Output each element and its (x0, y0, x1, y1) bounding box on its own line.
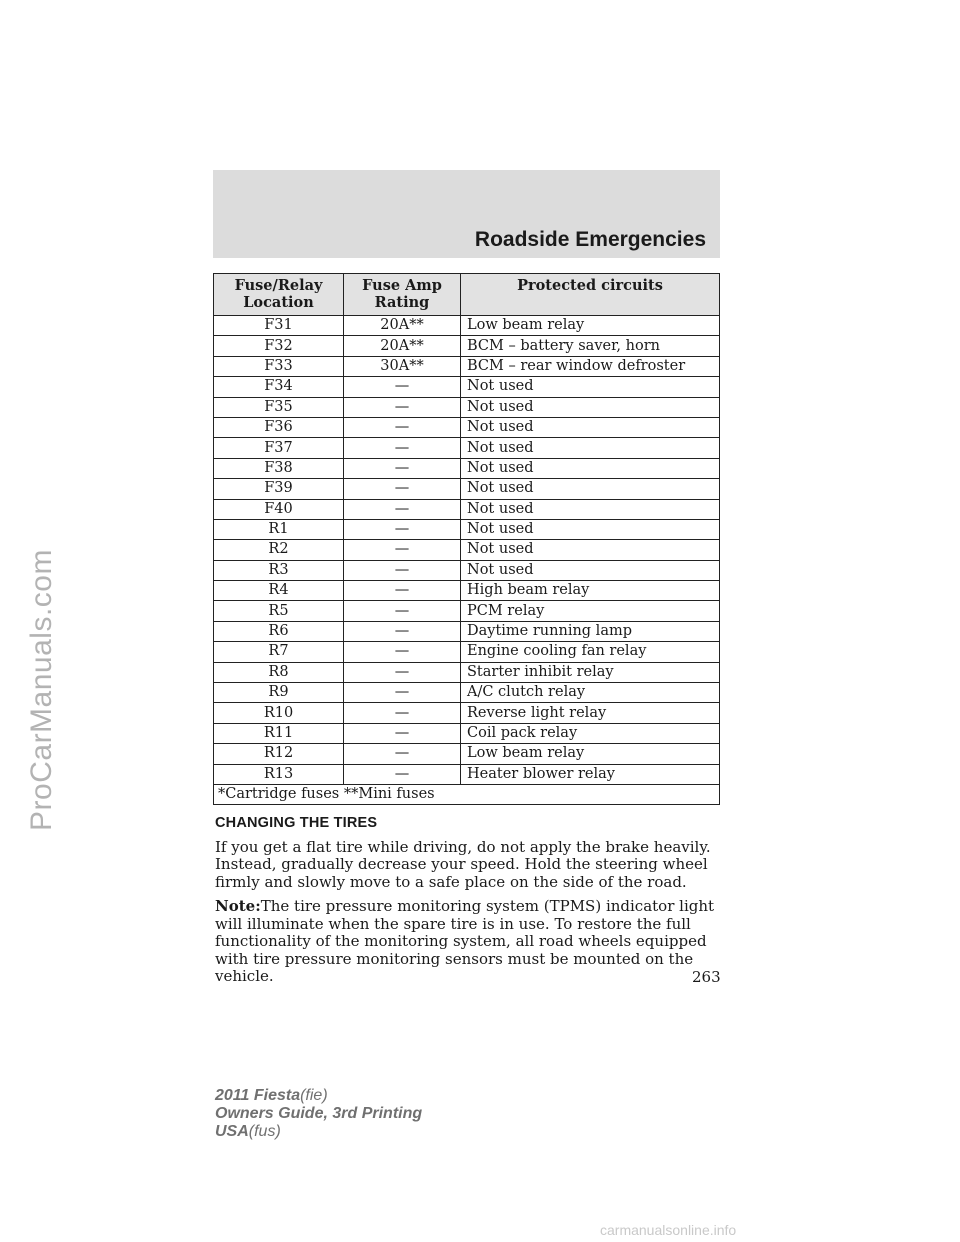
circuit-cell: Starter inhibit relay (461, 662, 720, 682)
amp-rating-cell: — (344, 703, 461, 723)
page-number: 263 (692, 968, 721, 986)
document-footer (215, 1087, 422, 1141)
table-row (214, 519, 720, 539)
footer-market-line (215, 1123, 422, 1141)
location-cell: F36 (214, 417, 344, 437)
circuit-cell: Not used (461, 397, 720, 417)
table-row (214, 417, 720, 437)
location-cell: F31 (214, 316, 344, 336)
table-row (214, 601, 720, 621)
amp-rating-cell: — (344, 621, 461, 641)
location-cell: R4 (214, 581, 344, 601)
circuit-cell: Daytime running lamp (461, 621, 720, 641)
amp-rating-cell: — (344, 519, 461, 539)
amp-rating-cell: — (344, 723, 461, 743)
amp-rating-cell: 30A** (344, 356, 461, 376)
location-cell: F37 (214, 438, 344, 458)
table-footnote: *Cartridge fuses **Mini fuses (214, 784, 720, 804)
table-row (214, 744, 720, 764)
side-watermark (0, 0, 80, 1242)
location-cell: R12 (214, 744, 344, 764)
table-row (214, 683, 720, 703)
location-cell: R7 (214, 642, 344, 662)
circuit-cell: Not used (461, 377, 720, 397)
location-cell: F32 (214, 336, 344, 356)
location-cell: R6 (214, 621, 344, 641)
amp-rating-cell: — (344, 662, 461, 682)
location-cell: R3 (214, 560, 344, 580)
circuit-cell: High beam relay (461, 581, 720, 601)
section-heading: CHANGING THE TIRES (215, 815, 378, 831)
circuit-cell: Coil pack relay (461, 723, 720, 743)
note-label: Note: (215, 897, 261, 915)
location-cell: R5 (214, 601, 344, 621)
table-row (214, 438, 720, 458)
table-row (214, 458, 720, 478)
table-row (214, 703, 720, 723)
location-cell: R1 (214, 519, 344, 539)
table-row (214, 621, 720, 641)
footer-model-line (215, 1087, 422, 1105)
table-row (214, 356, 720, 376)
amp-rating-cell: — (344, 601, 461, 621)
amp-rating-cell: — (344, 764, 461, 784)
table-row (214, 723, 720, 743)
amp-rating-cell: — (344, 438, 461, 458)
location-cell: R2 (214, 540, 344, 560)
circuit-cell: Not used (461, 438, 720, 458)
flat-tire-paragraph: If you get a flat tire while driving, do not apply the brake heavily. Instead, gradually decrease your speed. Hold the steering wheel firmly and slowly move to a safe place on the side of the road. (215, 837, 711, 891)
circuit-cell: Not used (461, 479, 720, 499)
amp-rating-cell: — (344, 642, 461, 662)
amp-rating-cell: — (344, 540, 461, 560)
circuit-cell: A/C clutch relay (461, 683, 720, 703)
amp-rating-cell: — (344, 744, 461, 764)
table-row (214, 499, 720, 519)
circuit-cell: BCM – rear window defroster (461, 356, 720, 376)
table-row (214, 764, 720, 784)
table-header-row (214, 274, 720, 316)
footer-market-code: (fus) (248, 1123, 281, 1140)
circuit-cell: Not used (461, 560, 720, 580)
section-header (213, 170, 720, 258)
bottom-watermark: carmanualsonline.info (600, 1222, 737, 1238)
table-row (214, 336, 720, 356)
amp-rating-cell: — (344, 377, 461, 397)
amp-rating-cell: — (344, 560, 461, 580)
amp-rating-cell: 20A** (344, 336, 461, 356)
circuit-cell: Low beam relay (461, 316, 720, 336)
fuse-table (213, 273, 720, 805)
location-cell: R9 (214, 683, 344, 703)
location-cell: F33 (214, 356, 344, 376)
table-row (214, 560, 720, 580)
table-row (214, 479, 720, 499)
location-cell: F38 (214, 458, 344, 478)
tpms-note (215, 898, 725, 986)
column-header-location: Fuse/Relay Location (214, 274, 344, 316)
circuit-cell: Heater blower relay (461, 764, 720, 784)
column-header-amp-rating: Fuse Amp Rating (344, 274, 461, 316)
table-row (214, 397, 720, 417)
footer-guide: Owners Guide, 3rd Printing (215, 1105, 423, 1122)
amp-rating-cell: — (344, 581, 461, 601)
location-cell: R11 (214, 723, 344, 743)
amp-rating-cell: — (344, 479, 461, 499)
table-row (214, 642, 720, 662)
circuit-cell: Reverse light relay (461, 703, 720, 723)
changing-tires-section (215, 815, 725, 993)
circuit-cell: PCM relay (461, 601, 720, 621)
circuit-cell: Not used (461, 499, 720, 519)
circuit-cell: Engine cooling fan relay (461, 642, 720, 662)
amp-rating-cell: 20A** (344, 316, 461, 336)
location-cell: F35 (214, 397, 344, 417)
location-cell: R8 (214, 662, 344, 682)
amp-rating-cell: — (344, 683, 461, 703)
circuit-cell: BCM – battery saver, horn (461, 336, 720, 356)
amp-rating-cell: — (344, 397, 461, 417)
amp-rating-cell: — (344, 499, 461, 519)
location-cell: F34 (214, 377, 344, 397)
table-row (214, 662, 720, 682)
circuit-cell: Not used (461, 417, 720, 437)
table-row (214, 581, 720, 601)
note-text: The tire pressure monitoring system (TPMS) indicator light will illuminate when the spare tire is in use. To restore the full functionality of the monitoring system, all road wheels equipped with tire pressure monitoring sensors must be mounted on the vehicle. (215, 897, 715, 985)
table-footnote-row (214, 784, 720, 804)
location-cell: F39 (214, 479, 344, 499)
footer-market: USA (215, 1123, 249, 1140)
table-row (214, 540, 720, 560)
circuit-cell: Not used (461, 458, 720, 478)
table-row (214, 377, 720, 397)
circuit-cell: Low beam relay (461, 744, 720, 764)
circuit-cell: Not used (461, 519, 720, 539)
table-row (214, 316, 720, 336)
location-cell: R13 (214, 764, 344, 784)
location-cell: F40 (214, 499, 344, 519)
amp-rating-cell: — (344, 417, 461, 437)
location-cell: R10 (214, 703, 344, 723)
circuit-cell: Not used (461, 540, 720, 560)
amp-rating-cell: — (344, 458, 461, 478)
side-watermark-text: ProCarManuals.com (25, 549, 58, 831)
footer-model: 2011 Fiesta (215, 1087, 301, 1104)
footer-model-code: (fie) (300, 1087, 328, 1104)
column-header-protected-circuits: Protected circuits (461, 274, 720, 316)
section-title: Roadside Emergencies (474, 228, 706, 251)
